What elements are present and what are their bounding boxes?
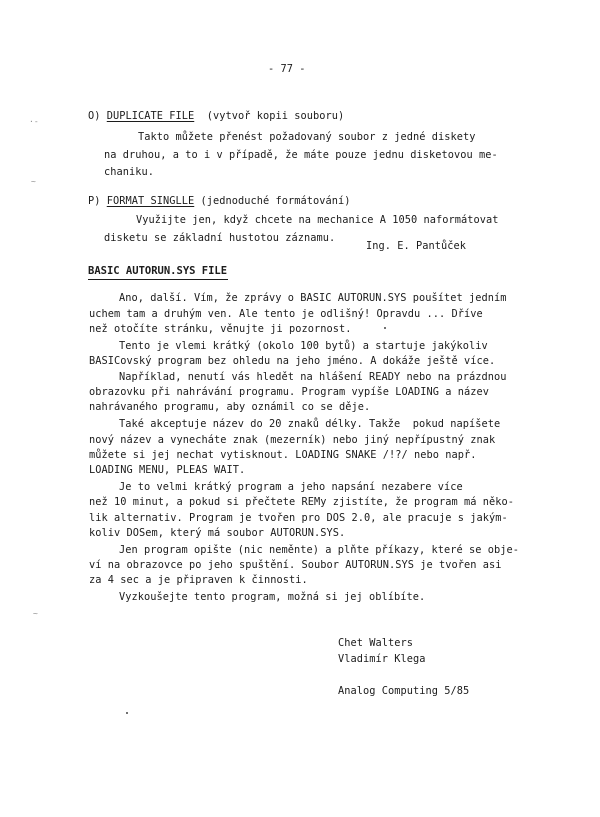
article-text-line: nový název a vynecháte znak (mezerník) nebo jiný nepřípustný znak: [89, 434, 496, 446]
section-p-heading: [88, 194, 350, 208]
article-text-line: Jen program opište (nic neměnte) a plňte příkazy, které se obje-: [119, 544, 519, 556]
article-text-line: Také akceptuje název do 20 znaků délky. Takže pokud napíšete: [119, 418, 501, 430]
article-text-line: než 10 minut, a pokud si přečtete REMy zjistíte, že program má něko-: [89, 496, 514, 508]
author-name: Chet Walters: [338, 637, 413, 649]
article-text-line: můžete si jej nechat vytisknout. LOADING SNAKE /!?/ nebo např.: [89, 449, 477, 461]
section-p-command: FORMAT SINGLLE: [106, 195, 195, 207]
article-text-line: Například, nenutí vás hledět na hlášení READY nebo na prázdnou: [119, 371, 507, 383]
article-text-line: než otočíte stránku, věnujte ji pozornost.: [89, 323, 352, 335]
article-text-line: nahrávaného programu, aby oznámil co se děje.: [89, 401, 371, 413]
article-text-line: Vyzkoušejte tento program, možná si jej oblíbíte.: [119, 591, 426, 603]
section-p-letter: P): [88, 195, 101, 207]
scan-dot: [384, 327, 386, 329]
section-p-signature: Ing. E. Pantůček: [366, 240, 466, 252]
section-p-description: (jednoduché formátování): [200, 195, 351, 207]
section-o-text-line: Takto můžete přenést požadovaný soubor z jedné diskety: [138, 131, 476, 143]
article-heading-underline: [88, 279, 228, 280]
scan-dot: [126, 712, 128, 714]
article-heading: BASIC AUTORUN.SYS FILE: [88, 265, 228, 277]
section-o-text-line: na druhou, a to i v případě, že máte pouze jednu disketovou me-: [104, 149, 498, 161]
section-o-command: DUPLICATE FILE: [106, 110, 195, 122]
article-text-line: uchem tam a druhým ven. Ale tento je odlišný! Opravdu ... Dříve: [89, 308, 483, 320]
article-text-line: ví na obrazovce po jeho spuštění. Soubor AUTORUN.SYS je tvořen asi: [89, 559, 502, 571]
section-o-heading: [88, 109, 344, 123]
article-text-line: LOADING MENU, PLEAS WAIT.: [89, 464, 246, 476]
section-o-description: (vytvoř kopii souboru): [206, 110, 345, 122]
article-text-line: BASICovský program bez ohledu na jeho jméno. A dokáže ještě více.: [89, 355, 496, 367]
author-name: Vladimír Klega: [338, 653, 426, 665]
page-number: - 77 -: [268, 63, 306, 75]
article-source: Analog Computing 5/85: [338, 685, 470, 697]
scan-mark: ~: [31, 177, 36, 186]
article-text-line: za 4 sec a je připraven k činnosti.: [89, 574, 308, 586]
article-text-line: koliv DOSem, který má soubor AUTORUN.SYS.: [89, 527, 346, 539]
article-text-line: obrazovku při nahrávání programu. Program vypíše LOADING a název: [89, 386, 489, 398]
section-o-text-line: chaniku.: [104, 166, 154, 178]
article-text-line: Tento je vlemi krátký (okolo 100 bytů) a startuje jakýkoliv: [119, 340, 488, 352]
section-p-text-line: Využijte jen, když chcete na mechanice A 1050 naformátovat: [136, 214, 499, 226]
scan-mark: ~: [33, 609, 38, 618]
scan-mark: ·-: [29, 117, 39, 126]
article-text-line: lik alternativ. Program je tvořen pro DOS 2.0, ale pracuje s jakým-: [89, 512, 508, 524]
article-text-line: Je to velmi krátký program a jeho napsání nezabere více: [119, 481, 463, 493]
section-o-letter: O): [88, 110, 101, 122]
section-p-text-line: disketu se základní hustotou záznamu.: [104, 232, 336, 244]
article-text-line: Ano, další. Vím, že zprávy o BASIC AUTORUN.SYS poušítet jedním: [119, 292, 507, 304]
